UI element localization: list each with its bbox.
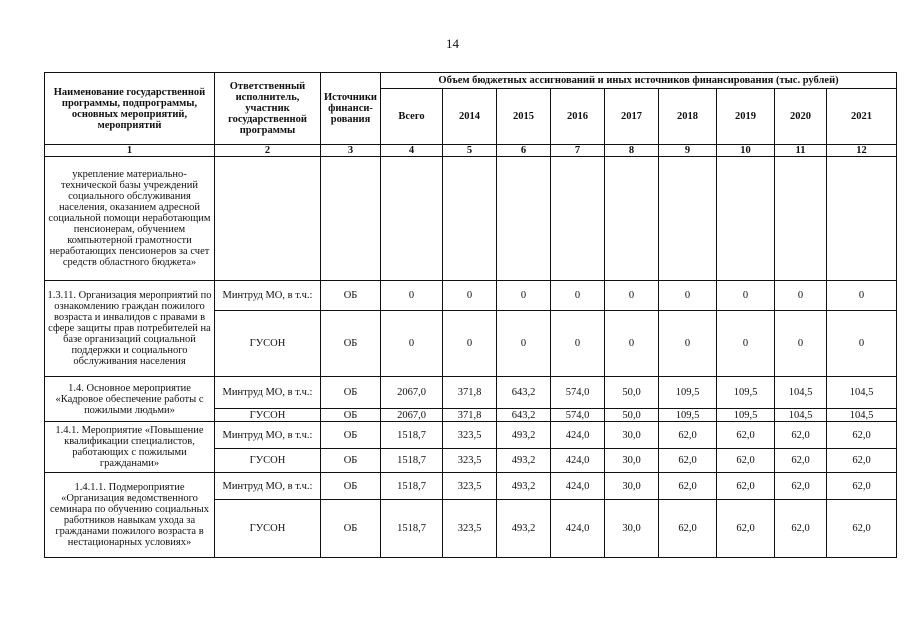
value-cell: 0 (717, 311, 775, 377)
value-cell: 0 (775, 281, 827, 311)
value-cell: 0 (381, 281, 443, 311)
value-cell: 0 (443, 311, 497, 377)
source-cell: ОБ (321, 409, 381, 422)
column-number: 11 (775, 145, 827, 157)
value-cell: 62,0 (827, 473, 897, 500)
value-cell: 50,0 (605, 409, 659, 422)
source-cell: ОБ (321, 311, 381, 377)
value-cell: 62,0 (659, 500, 717, 558)
row-name: 1.4.1. Мероприятие «Повышение квалификации специалистов, работающих с пожилыми гражданами» (45, 422, 215, 473)
value-cell: 424,0 (551, 473, 605, 500)
row-name: 1.4.1.1. Подмероприятие «Организация ведомственного семинара по обучению социальных работников навыкам ухода за гражданами пожилого возраста в нестационарных условиях» (45, 473, 215, 558)
value-cell: 0 (827, 311, 897, 377)
executor-cell: ГУСОН (215, 500, 321, 558)
value-cell: 62,0 (659, 449, 717, 473)
value-cell: 574,0 (551, 377, 605, 409)
value-cell: 0 (775, 311, 827, 377)
column-number: 1 (45, 145, 215, 157)
executor-cell: Минтруд МО, в т.ч.: (215, 473, 321, 500)
value-cell: 371,8 (443, 377, 497, 409)
value-cell: 104,5 (827, 409, 897, 422)
source-cell: ОБ (321, 449, 381, 473)
value-cell: 62,0 (775, 422, 827, 449)
page-number: 14 (446, 36, 459, 51)
source-cell: ОБ (321, 473, 381, 500)
value-cell: 62,0 (717, 422, 775, 449)
value-cell: 50,0 (605, 377, 659, 409)
value-cell: 0 (659, 281, 717, 311)
value-cell: 62,0 (775, 449, 827, 473)
value-cell: 104,5 (775, 409, 827, 422)
header-year: 2017 (605, 89, 659, 145)
column-number: 4 (381, 145, 443, 157)
value-cell: 30,0 (605, 449, 659, 473)
value-cell: 493,2 (497, 500, 551, 558)
value-cell: 0 (443, 281, 497, 311)
row-name: 1.4. Основное мероприятие «Кадровое обеспечение работы с пожилыми людьми» (45, 377, 215, 422)
value-cell: 62,0 (775, 500, 827, 558)
value-cell: 0 (497, 281, 551, 311)
value-cell: 323,5 (443, 449, 497, 473)
value-cell: 0 (381, 311, 443, 377)
column-number: 6 (497, 145, 551, 157)
value-cell: 323,5 (443, 422, 497, 449)
header-year: 2019 (717, 89, 775, 145)
header-year: Всего (381, 89, 443, 145)
header-sources: Источники финанси-рования (321, 73, 381, 145)
value-cell: 493,2 (497, 422, 551, 449)
value-cell: 1518,7 (381, 473, 443, 500)
header-year: 2021 (827, 89, 897, 145)
value-cell: 0 (551, 311, 605, 377)
value-cell: 62,0 (659, 422, 717, 449)
value-cell: 109,5 (659, 377, 717, 409)
value-cell: 323,5 (443, 473, 497, 500)
value-cell: 1518,7 (381, 500, 443, 558)
value-cell: 0 (497, 311, 551, 377)
value-cell: 493,2 (497, 473, 551, 500)
value-cell: 574,0 (551, 409, 605, 422)
value-cell: 109,5 (717, 409, 775, 422)
column-number: 3 (321, 145, 381, 157)
header-year: 2018 (659, 89, 717, 145)
value-cell: 62,0 (717, 500, 775, 558)
value-cell: 371,8 (443, 409, 497, 422)
value-cell: 30,0 (605, 473, 659, 500)
header-volume: Объем бюджетных ассигнований и иных источников финансирования (тыс. рублей) (381, 73, 897, 89)
value-cell: 0 (717, 281, 775, 311)
source-cell: ОБ (321, 422, 381, 449)
executor-cell: Минтруд МО, в т.ч.: (215, 422, 321, 449)
value-cell: 424,0 (551, 422, 605, 449)
value-cell: 1518,7 (381, 449, 443, 473)
value-cell: 62,0 (827, 422, 897, 449)
value-cell: 1518,7 (381, 422, 443, 449)
header-year: 2015 (497, 89, 551, 145)
value-cell: 0 (605, 281, 659, 311)
executor-cell: ГУСОН (215, 311, 321, 377)
value-cell: 0 (827, 281, 897, 311)
value-cell: 643,2 (497, 377, 551, 409)
column-number: 12 (827, 145, 897, 157)
source-cell: ОБ (321, 281, 381, 311)
value-cell: 0 (551, 281, 605, 311)
value-cell: 62,0 (827, 449, 897, 473)
executor-cell: Минтруд МО, в т.ч.: (215, 377, 321, 409)
value-cell: 323,5 (443, 500, 497, 558)
value-cell: 424,0 (551, 449, 605, 473)
value-cell: 0 (605, 311, 659, 377)
value-cell: 2067,0 (381, 377, 443, 409)
value-cell: 62,0 (717, 473, 775, 500)
header-name: Наименование государственной программы, подпрограммы, основных мероприятий, мероприятий (45, 73, 215, 145)
value-cell: 643,2 (497, 409, 551, 422)
value-cell: 493,2 (497, 449, 551, 473)
executor-cell: ГУСОН (215, 409, 321, 422)
executor-cell: ГУСОН (215, 449, 321, 473)
header-year: 2020 (775, 89, 827, 145)
value-cell: 62,0 (775, 473, 827, 500)
header-executor: Ответственный исполнитель, участник государственной программы (215, 73, 321, 145)
header-year: 2016 (551, 89, 605, 145)
column-number: 10 (717, 145, 775, 157)
value-cell: 30,0 (605, 500, 659, 558)
value-cell: 62,0 (659, 473, 717, 500)
budget-table (44, 72, 897, 558)
value-cell: 104,5 (775, 377, 827, 409)
value-cell: 2067,0 (381, 409, 443, 422)
row-name: укрепление материально-технической базы учреждений социального обслуживания населения, оказанием адресной социальной помощи неработающим пенсионерам, обучением компьютерной грамотности неработающих пенсионеров за счет средств областного бюджета» (45, 157, 215, 281)
row-name: 1.3.11. Организация мероприятий по ознакомлению граждан пожилого возраста и инвалидов с правами в сфере защиты прав потребителей на базе организаций социальной поддержки и социального обслуживания населения (45, 281, 215, 377)
value-cell: 62,0 (827, 500, 897, 558)
value-cell: 0 (659, 311, 717, 377)
value-cell: 104,5 (827, 377, 897, 409)
header-year: 2014 (443, 89, 497, 145)
column-number: 5 (443, 145, 497, 157)
column-number: 7 (551, 145, 605, 157)
value-cell: 30,0 (605, 422, 659, 449)
executor-cell: Минтруд МО, в т.ч.: (215, 281, 321, 311)
source-cell: ОБ (321, 500, 381, 558)
value-cell: 424,0 (551, 500, 605, 558)
column-number: 8 (605, 145, 659, 157)
value-cell: 109,5 (659, 409, 717, 422)
value-cell: 109,5 (717, 377, 775, 409)
source-cell: ОБ (321, 377, 381, 409)
column-number: 2 (215, 145, 321, 157)
column-number: 9 (659, 145, 717, 157)
value-cell: 62,0 (717, 449, 775, 473)
